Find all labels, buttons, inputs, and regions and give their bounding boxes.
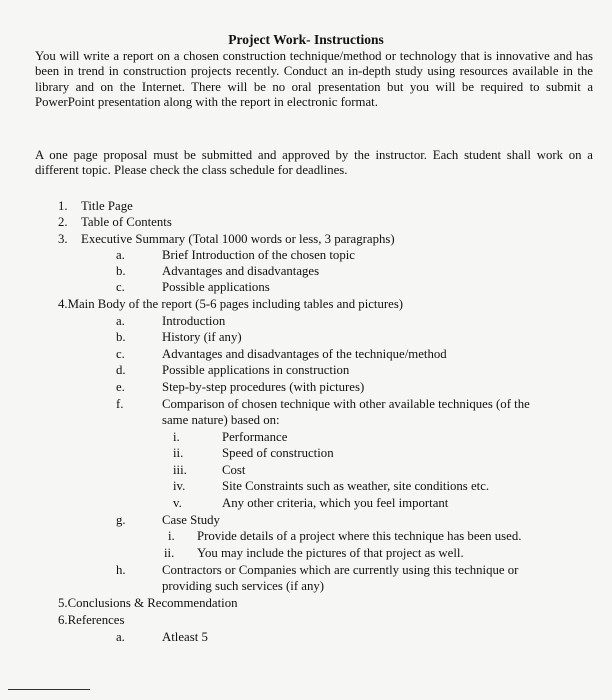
sub-marker: a.	[116, 314, 125, 328]
list-item: History (if any)	[162, 330, 242, 344]
list-item-executive-summary: Executive Summary (Total 1000 words or less, 3 paragraphs)	[81, 232, 395, 246]
roman-marker: i.	[168, 529, 175, 543]
footer-divider	[8, 689, 90, 690]
list-item-contractors: Contractors or Companies which are currently using this technique or	[162, 563, 519, 577]
sub-marker: e.	[116, 380, 125, 394]
sub-marker: d.	[116, 363, 126, 377]
sub-marker: b.	[116, 264, 126, 278]
list-item-continued: same nature) based on:	[162, 413, 280, 427]
sub-marker: f.	[116, 397, 124, 411]
list-item: Any other criteria, which you feel important	[222, 496, 449, 510]
roman-marker: ii.	[164, 546, 175, 560]
list-item: Atleast 5	[162, 630, 208, 644]
list-item: Step-by-step procedures (with pictures)	[162, 380, 365, 394]
list-marker: 1.	[58, 199, 68, 213]
list-item: Advantages and disadvantages	[162, 264, 320, 278]
sub-marker: c.	[116, 280, 125, 294]
page-title: Project Work- Instructions	[228, 32, 384, 47]
roman-marker: ii.	[173, 446, 184, 460]
list-item-title-page: Title Page	[81, 199, 133, 213]
list-item: Possible applications in construction	[162, 363, 350, 377]
list-item-conclusions: 5.Conclusions & Recommendation	[58, 596, 238, 610]
roman-marker: i.	[173, 430, 180, 444]
list-item: Performance	[222, 430, 288, 444]
list-item: Brief Introduction of the chosen topic	[162, 248, 355, 262]
list-item: Speed of construction	[222, 446, 334, 460]
list-item: Site Constraints such as weather, site conditions etc.	[222, 479, 490, 493]
list-item: Cost	[222, 463, 246, 477]
list-item: Introduction	[162, 314, 226, 328]
sub-marker: b.	[116, 330, 126, 344]
list-item-main-body: 4.Main Body of the report (5-6 pages including tables and pictures)	[58, 297, 404, 311]
proposal-paragraph: A one page proposal must be submitted and approved by the instructor. Each student shall work on a different topic. Please check the class schedule for deadlines.	[35, 148, 593, 178]
sub-marker: g.	[116, 513, 126, 527]
list-item: Possible applications	[162, 280, 270, 294]
intro-paragraph: You will write a report on a chosen construction technique/method or technology that is innovative and has been in trend in construction projects recently. Conduct an in-depth study using resources available in the library and on the Internet. There will be no oral presentation but you will be required to submit a PowerPoint presentation along with the report in electronic format.	[35, 49, 593, 109]
list-item-table-of-contents: Table of Contents	[81, 215, 172, 229]
list-marker: 2.	[58, 215, 68, 229]
list-marker: 3.	[58, 232, 68, 246]
list-item: Comparison of chosen technique with other available techniques (of the	[162, 397, 530, 411]
roman-marker: iv.	[173, 479, 186, 493]
sub-marker: h.	[116, 563, 126, 577]
list-item: Provide details of a project where this technique has been used.	[197, 529, 522, 543]
sub-marker: a.	[116, 630, 125, 644]
sub-marker: c.	[116, 347, 125, 361]
roman-marker: iii.	[173, 463, 187, 477]
list-item-references: 6.References	[58, 613, 125, 627]
list-item-continued: providing such services (if any)	[162, 579, 325, 593]
roman-marker: v.	[173, 496, 182, 510]
list-item: You may include the pictures of that project as well.	[197, 546, 464, 560]
list-item: Advantages and disadvantages of the technique/method	[162, 347, 447, 361]
list-item-case-study: Case Study	[162, 513, 220, 527]
sub-marker: a.	[116, 248, 125, 262]
